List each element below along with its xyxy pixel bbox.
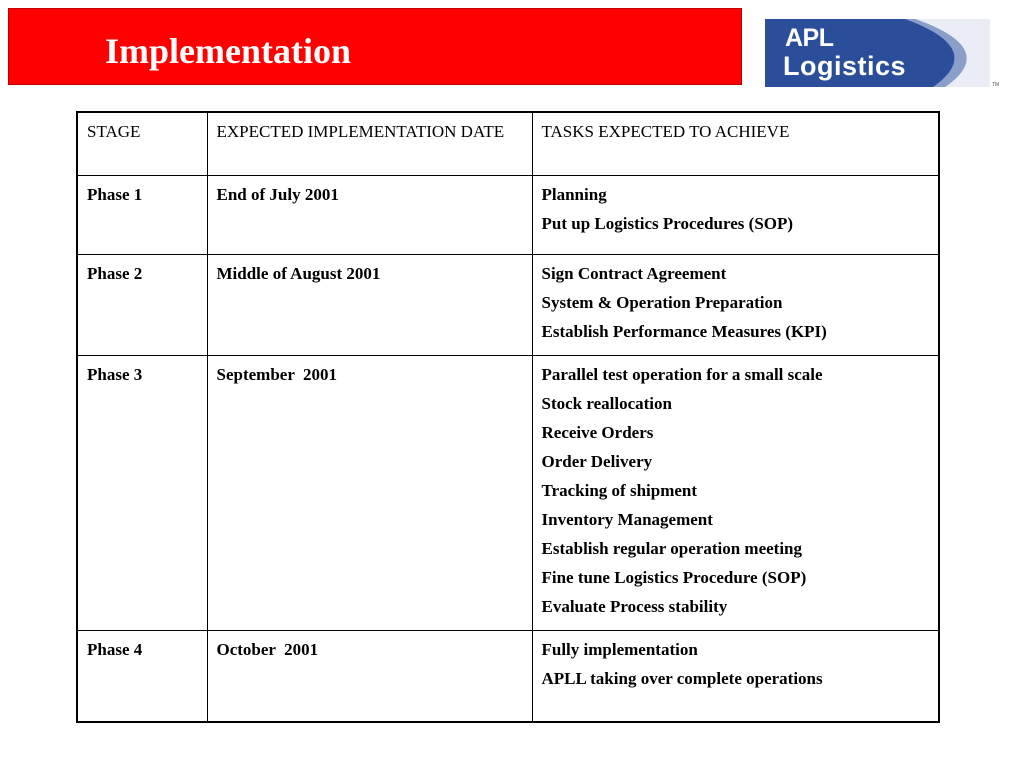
stage-cell: Phase 4: [77, 631, 207, 723]
implementation-table: [76, 111, 940, 723]
task-item: Stock reallocation: [541, 394, 672, 413]
task-item: Planning: [541, 185, 607, 204]
task-item: Inventory Management: [541, 510, 713, 529]
table-row: [77, 255, 939, 356]
task-item: Parallel test operation for a small scale: [541, 365, 823, 384]
date-cell: October 2001: [207, 631, 532, 723]
task-item: Establish Performance Measures (KPI): [541, 322, 827, 341]
tasks-cell: [532, 176, 939, 255]
header-tasks: TASKS EXPECTED TO ACHIEVE: [532, 112, 939, 176]
apl-logistics-logo: [765, 19, 990, 87]
stage-cell: Phase 2: [77, 255, 207, 356]
header-date: EXPECTED IMPLEMENTATION DATE: [207, 112, 532, 176]
stage-cell: Phase 1: [77, 176, 207, 255]
table-row: [77, 356, 939, 631]
task-item: Put up Logistics Procedures (SOP): [541, 214, 794, 233]
task-item: APLL taking over complete operations: [541, 669, 823, 688]
task-item: Establish regular operation meeting: [541, 539, 803, 558]
task-item: System & Operation Preparation: [541, 293, 783, 312]
title-bar: [8, 8, 742, 85]
date-cell: September 2001: [207, 356, 532, 631]
logo-trademark: TM: [992, 82, 1000, 88]
task-item: Fine tune Logistics Procedure (SOP): [541, 568, 807, 587]
stage-cell: Phase 3: [77, 356, 207, 631]
table-row: [77, 631, 939, 723]
table-header-row: [77, 112, 939, 176]
task-item: Evaluate Process stability: [541, 597, 728, 616]
date-cell: Middle of August 2001: [207, 255, 532, 356]
header-stage: STAGE: [77, 112, 207, 176]
task-item: Fully implementation: [541, 640, 698, 659]
tasks-cell: [532, 356, 939, 631]
slide-title: Implementation: [105, 31, 351, 71]
date-cell: End of July 2001: [207, 176, 532, 255]
task-item: Receive Orders: [541, 423, 654, 442]
task-item: Sign Contract Agreement: [541, 264, 727, 283]
task-item: Order Delivery: [541, 452, 653, 471]
table-row: [77, 176, 939, 255]
tasks-cell: [532, 631, 939, 723]
task-item: Tracking of shipment: [541, 481, 698, 500]
logo-text-logistics: Logistics: [783, 51, 907, 81]
tasks-cell: [532, 255, 939, 356]
logo-text-apl: APL: [785, 24, 834, 52]
